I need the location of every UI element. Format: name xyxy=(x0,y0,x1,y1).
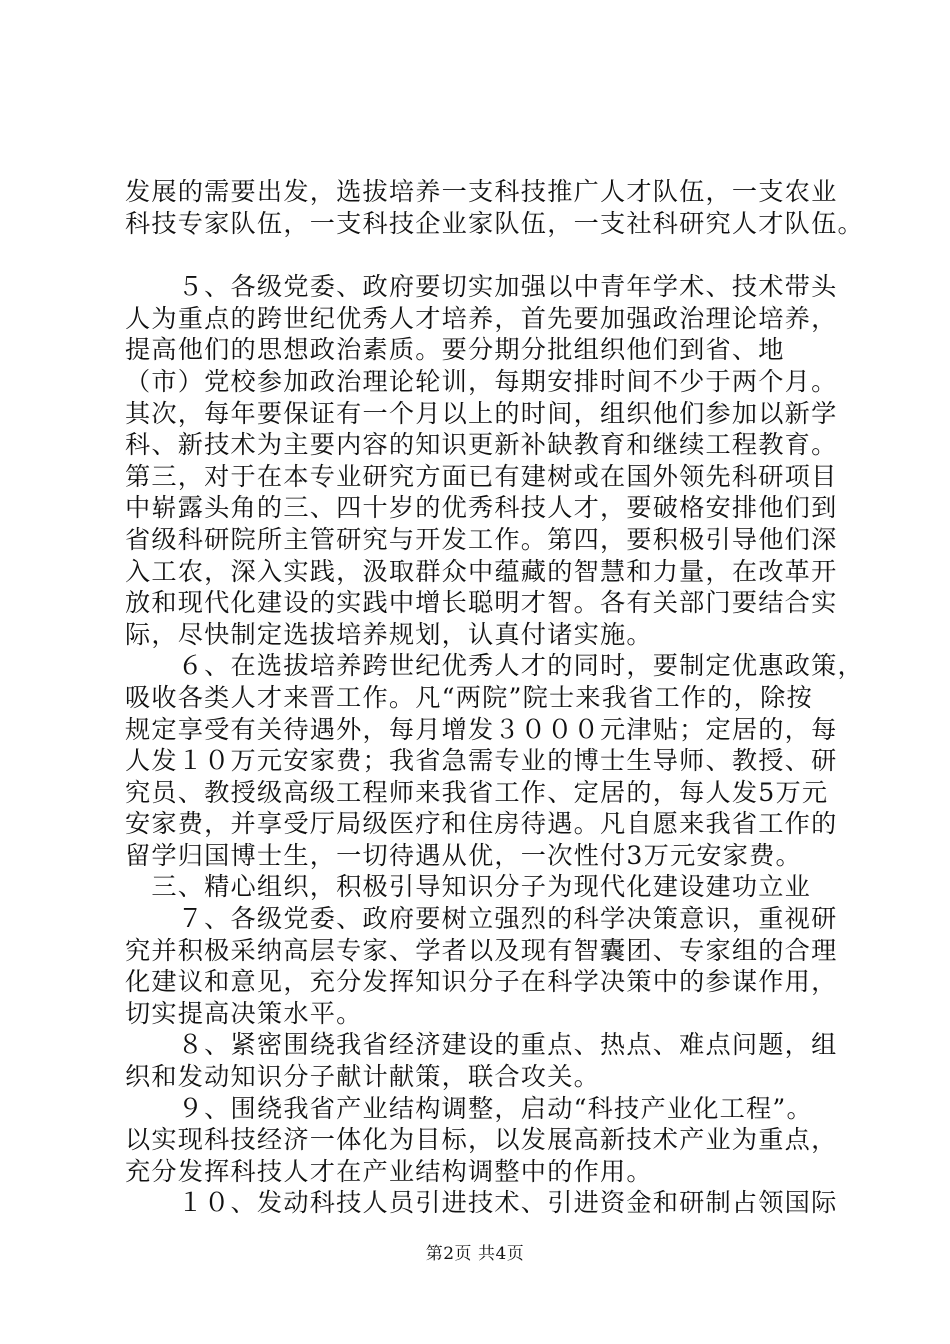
text-line: 究员、教授级高级工程师来我省工作、定居的，每人发5万元 xyxy=(125,777,829,807)
text-line: 织和发动知识分子献计献策，联合攻关。 xyxy=(125,1062,600,1092)
text-line: 吸收各类人才来晋工作。凡“两院”院士来我省工作的，除按 xyxy=(125,682,813,712)
text-line: 人为重点的跨世纪优秀人才培养，首先要加强政治理论培养， xyxy=(125,303,838,333)
text-line: 规定享受有关待遇外，每月增发３０００元津贴；定居的，每 xyxy=(125,714,838,744)
text-line: 安家费，并享受厅局级医疗和住房待遇。凡自愿来我省工作的 xyxy=(125,809,838,839)
paragraph-8 xyxy=(125,1029,845,1092)
paragraph-5 xyxy=(125,271,845,650)
text-line: 充分发挥科技人才在产业结构调整中的作用。 xyxy=(125,1156,653,1186)
text-line: １０、发动科技人员引进技术、引进资金和研制占领国际 xyxy=(125,1188,838,1218)
text-line: 发展的需要出发，选拔培养一支科技推广人才队伍，一支农业 xyxy=(125,177,838,206)
section-heading: 三、精心组织，积极引导知识分子为现代化建设建功立业 xyxy=(125,872,812,902)
paragraph-9 xyxy=(125,1093,845,1188)
text-line: 化建议和意见，充分发挥知识分子在科学决策中的参谋作用， xyxy=(125,967,838,997)
text-line: 放和现代化建设的实践中增长聪明才智。各有关部门要结合实 xyxy=(125,588,838,618)
text-line: 提高他们的思想政治素质。要分期分批组织他们到省、地 xyxy=(125,335,785,365)
text-line: 科技专家队伍，一支科技企业家队伍，一支社科研究人才队伍。 xyxy=(125,208,864,238)
paragraph-7 xyxy=(125,903,845,1029)
text-line: 中崭露头角的三、四十岁的优秀科技人才，要破格安排他们到 xyxy=(125,493,838,523)
text-line: 留学归国博士生，一切待遇从优，一次性付3万元安家费。 xyxy=(125,840,802,870)
text-line: 省级科研院所主管研究与开发工作。第四，要积极引导他们深 xyxy=(125,524,838,554)
paragraph-6 xyxy=(125,650,864,871)
text-line: 切实提高决策水平。 xyxy=(125,998,363,1028)
page-number-footer: 第2页 共4页 xyxy=(425,1244,525,1264)
text-line: 以实现科技经济一体化为目标，以发展高新技术产业为重点， xyxy=(125,1125,838,1155)
text-line: ９、围绕我省产业结构调整，启动“科技产业化工程”。 xyxy=(125,1093,813,1123)
text-line: ５、各级党委、政府要切实加强以中青年学术、技术带头 xyxy=(125,272,838,302)
paragraph-intro xyxy=(125,176,864,239)
text-line: （市）党校参加政治理论轮训，每期安排时间不少于两个月。 xyxy=(125,366,838,396)
text-line: 究并积极采纳高层专家、学者以及现有智囊团、专家组的合理 xyxy=(125,935,838,965)
text-line: ６、在选拔培养跨世纪优秀人才的同时，要制定优惠政策， xyxy=(125,651,864,681)
text-line: 其次，每年要保证有一个月以上的时间，组织他们参加以新学 xyxy=(125,398,838,428)
text-line: 人发１０万元安家费；我省急需专业的博士生导师、教授、研 xyxy=(125,746,838,776)
text-line: 科、新技术为主要内容的知识更新补缺教育和继续工程教育。 xyxy=(125,430,838,460)
text-line: 际，尽快制定选拔培养规划，认真付诸实施。 xyxy=(125,619,653,649)
paragraph-spacer xyxy=(125,239,845,271)
text-line: ７、各级党委、政府要树立强烈的科学决策意识，重视研 xyxy=(125,904,838,934)
text-line: ８、紧密围绕我省经济建设的重点、热点、难点问题，组 xyxy=(125,1030,838,1060)
document-body xyxy=(125,176,864,1219)
paragraph-10 xyxy=(125,1187,845,1219)
text-line: 入工农，深入实践，汲取群众中蕴藏的智慧和力量，在改革开 xyxy=(125,556,838,586)
text-line: 第三，对于在本专业研究方面已有建树或在国外领先科研项目 xyxy=(125,461,838,491)
